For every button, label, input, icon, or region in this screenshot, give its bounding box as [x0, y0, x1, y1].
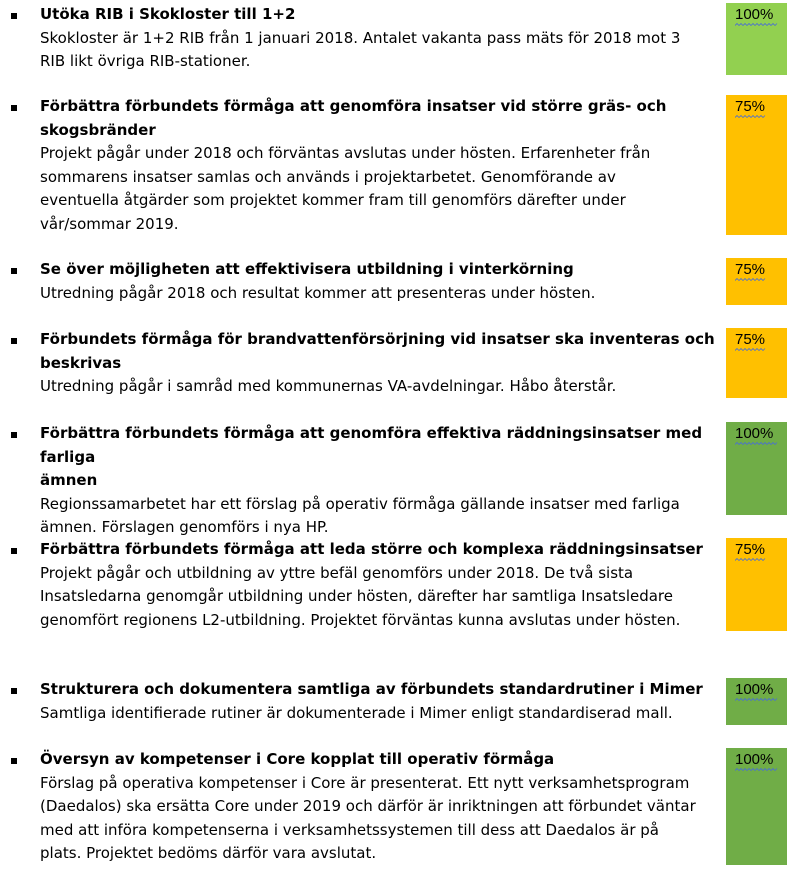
spellcheck-underline-icon	[735, 698, 778, 701]
item-text	[40, 678, 720, 725]
progress-percent: 75%	[735, 261, 766, 278]
bullet-icon	[11, 13, 17, 19]
status-indicator	[726, 328, 787, 398]
item-title: Översyn av kompetenser i Core kopplat till operativ förmåga	[40, 750, 555, 768]
item-title: Strukturera och dokumentera samtliga av förbundets standardrutiner i Mimer	[40, 680, 703, 698]
progress-percent: 75%	[735, 541, 766, 558]
spellcheck-underline-icon	[735, 768, 778, 771]
bullet-icon	[11, 105, 17, 111]
progress-percent: 100%	[735, 425, 774, 442]
item-description: Utredning pågår i samråd med kommunernas VA-avdelningar. Håbo återstår.	[40, 377, 617, 395]
item-description: Utredning pågår 2018 och resultat kommer att presenteras under hösten.	[40, 283, 596, 302]
status-indicator	[726, 3, 787, 75]
bullet-icon	[11, 688, 17, 694]
spellcheck-underline-icon	[735, 115, 766, 118]
item-description: Samtliga identifierade rutiner är dokumenterade i Mimer enligt standardiserad mall.	[40, 703, 673, 722]
item-title: Utöka RIB i Skokloster till 1+2	[40, 5, 296, 23]
item-text	[40, 538, 720, 632]
bullet-icon	[11, 338, 17, 344]
item-text	[40, 3, 720, 74]
spellcheck-underline-icon	[735, 348, 766, 351]
item-description: Projekt pågår och utbildning av yttre befäl genomförs under 2018. De två sista Insatsledarna genomgår utbildning under hösten, därefter har samtliga Insatsledare genomfört regionens L2-utbildning. Projektet förväntas kunna avslutas under hösten.	[40, 563, 681, 629]
spellcheck-underline-icon	[735, 278, 766, 281]
status-indicator	[726, 538, 787, 631]
item-description: Förslag på operativa kompetenser i Core är presenterat. Ett nytt verksamhetsprogram (Daedalos) ska ersätta Core under 2019 och därför är inriktningen att förbundet väntar med att införa kompetenserna i verksamhetssystemen till dess att Daedalos är på plats. Projektet bedöms därför vara avslutat.	[40, 773, 696, 862]
status-indicator	[726, 678, 787, 725]
item-text	[40, 748, 720, 866]
item-description: Regionssamarbetet har ett förslag på operativ förmåga gällande insatser med farliga ämnen. Förslagen genomförs i nya HP.	[40, 494, 680, 536]
item-title: Förbundets förmåga för brandvattenförsörjning vid insatser ska inventeras och beskrivas	[40, 330, 715, 372]
bullet-icon	[11, 268, 17, 274]
item-description: Projekt pågår under 2018 och förväntas avslutas under hösten. Erfarenheter från sommarens insatser samlas och används i projektarbetet. Genomförande av eventuella åtgärder som projektet kommer fram till genomförs därefter under vår/sommar 2019.	[40, 144, 651, 233]
progress-percent: 100%	[735, 751, 774, 768]
status-indicator	[726, 95, 787, 235]
progress-percent: 75%	[735, 331, 766, 348]
item-title: Förbättra förbundets förmåga att genomföra insatser vid större gräs- och skogsbränder	[40, 97, 667, 139]
status-indicator	[726, 422, 787, 515]
spellcheck-underline-icon	[735, 23, 778, 26]
bullet-icon	[11, 758, 17, 764]
item-title: Se över möjligheten att effektivisera utbildning i vinterkörning	[40, 260, 574, 278]
item-description: Skokloster är 1+2 RIB från 1 januari 2018. Antalet vakanta pass mäts för 2018 mot 3 RIB likt övriga RIB-stationer.	[40, 28, 681, 70]
status-indicator	[726, 258, 787, 305]
status-indicator	[726, 748, 787, 865]
item-text	[40, 258, 720, 305]
item-text	[40, 422, 720, 540]
spellcheck-underline-icon	[735, 442, 778, 445]
item-text	[40, 328, 720, 399]
progress-percent: 75%	[735, 98, 766, 115]
spellcheck-underline-icon	[735, 558, 766, 561]
bullet-icon	[11, 432, 17, 438]
item-title: Förbättra förbundets förmåga att genomföra effektiva räddningsinsatser med farliga ämnen	[40, 424, 703, 489]
item-text	[40, 95, 720, 236]
progress-percent: 100%	[735, 6, 774, 23]
item-title: Förbättra förbundets förmåga att leda större och komplexa räddningsinsatser	[40, 540, 703, 558]
bullet-icon	[11, 548, 17, 554]
progress-percent: 100%	[735, 681, 774, 698]
